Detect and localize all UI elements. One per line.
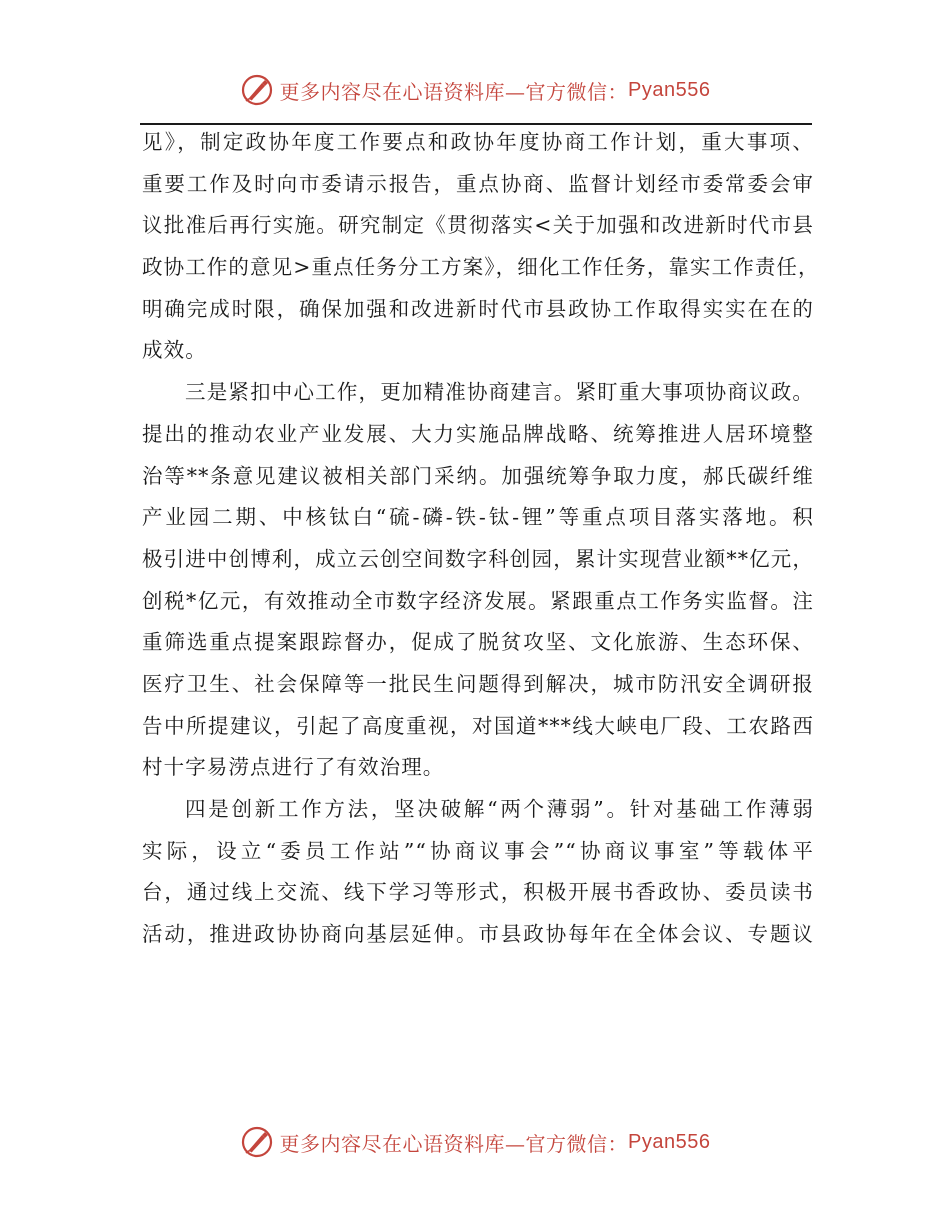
- body-line: 重要工作及时向市委请示报告，重点协商、监督计划经市委常委会审: [142, 171, 814, 196]
- body-line: 极引进中创博利，成立云创空间数字科创园，累计实现营业额**亿元，: [142, 546, 814, 571]
- body-line: 创税*亿元，有效推动全市数字经济发展。紧跟重点工作务实监督。注: [142, 588, 814, 613]
- body-line: 明确完成时限，确保加强和改进新时代市县政协工作取得实实在在的: [142, 296, 814, 321]
- body-line: 台，通过线上交流、线下学习等形式，积极开展书香政协、委员读书: [142, 880, 814, 905]
- body-line: 村十字易涝点进行了有效治理。: [142, 755, 445, 780]
- page-footer: [0, 1122, 950, 1162]
- body-line: 告中所提建议，引起了高度重视，对国道***线大峡电厂段、工农路西: [142, 713, 814, 738]
- document-body: [142, 122, 820, 956]
- pen-logo-icon: [240, 73, 274, 107]
- body-line: 产业园二期、中核钛白“硫-磷-铁-钛-锂”等重点项目落实落地。积: [142, 505, 814, 530]
- body-line: 医疗卫生、社会保障等一批民生问题得到解决，城市防汛安全调研报: [142, 671, 814, 696]
- body-line: 提出的推动农业产业发展、大力实施品牌战略、统筹推进人居环境整: [142, 421, 814, 446]
- header-wechat-id: Pyan556: [628, 78, 711, 101]
- body-line: 重筛选重点提案跟踪督办，促成了脱贫攻坚、文化旅游、生态环保、: [142, 630, 814, 655]
- footer-site-text: 更多内容尽在心语资料库—官方微信：: [279, 1131, 629, 1156]
- pen-logo-icon: [240, 1125, 274, 1159]
- body-line: 实际，设立“委员工作站”“协商议事会”“协商议事室”等载体平: [142, 838, 814, 863]
- page-header: [0, 70, 950, 110]
- body-line: 活动，推进政协协商向基层延伸。市县政协每年在全体会议、专题议: [142, 922, 814, 947]
- body-line: 政协工作的意见>重点任务分工方案》，细化工作任务，靠实工作责任，: [142, 255, 820, 280]
- footer-watermark: [240, 1125, 711, 1159]
- header-watermark: [240, 73, 711, 107]
- body-line: 成效。: [142, 338, 207, 363]
- footer-wechat-id: Pyan556: [628, 1130, 711, 1153]
- body-line: 三是紧扣中心工作，更加精准协商建言。紧盯重大事项协商议政。: [185, 380, 814, 405]
- body-line: 见》，制定政协年度工作要点和政协年度协商工作计划，重大事项、: [142, 130, 814, 154]
- body-line: 治等**条意见建议被相关部门采纳。加强统筹争取力度，郝氏碳纤维: [142, 463, 814, 488]
- header-site-text: 更多内容尽在心语资料库—官方微信：: [279, 79, 629, 104]
- body-line: 四是创新工作方法，坚决破解“两个薄弱”。针对基础工作薄弱: [185, 797, 814, 821]
- body-line: 议批准后再行实施。研究制定《贯彻落实<关于加强和改进新时代市县: [142, 213, 814, 238]
